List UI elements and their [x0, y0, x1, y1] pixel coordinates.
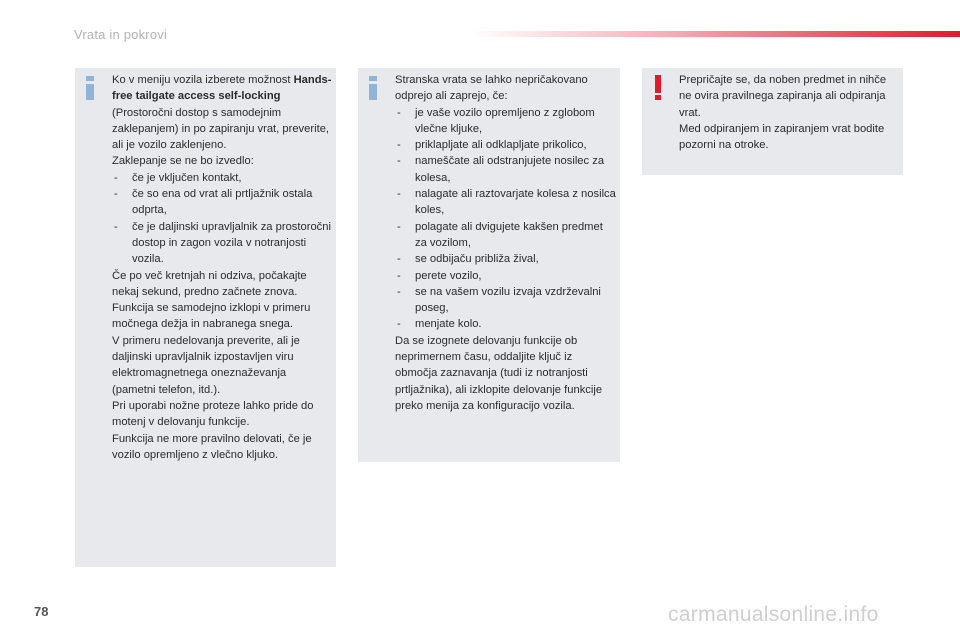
page-number: 78 — [34, 604, 49, 619]
info-box-side-doors-text — [395, 72, 616, 414]
intro-text-cont: (Prostoročni dostop s samodejnim zaklepanjem) in po zapiranju vrat, preverite, ali je vozilo zaklenjeno. — [112, 106, 330, 152]
list-item: - polagate ali dvigujete kakšen predmet za vozilom, — [395, 219, 616, 252]
info-box-side-doors — [358, 68, 620, 462]
warning-box — [642, 68, 903, 175]
list-item: - se odbijaču približa žival, — [395, 251, 616, 267]
paragraph: Funkcija se samodejno izklopi v primeru močnega dežja in nabranega snega. — [112, 302, 311, 331]
paragraph: Če po več kretnjah ni odziva, počakajte nekaj sekund, predno začnete znova. — [112, 269, 307, 298]
list-item: - se na vašem vozilu izvaja vzdrževalni poseg, — [395, 284, 616, 317]
watermark: carmanualsonline.info — [668, 603, 879, 626]
list-item: - je vaše vozilo opremljeno z zglobom vlečne kljuke, — [395, 105, 616, 138]
paragraph: V primeru nedelovanja preverite, ali je daljinski upravljalnik izpostavljen viru elektromagnetnega oneznaževanja (pametni telefon, itd.). — [112, 334, 300, 396]
list-item: - priklapljate ali odklapljate prikolico, — [395, 137, 616, 153]
intro-paragraph — [112, 72, 332, 153]
warning-line: Prepričajte se, da noben predmet in nihče ne ovira pravilnega zapiranja ali odpiranja vrat. — [679, 74, 887, 119]
page-section-title: Vrata in pokrovi — [74, 27, 168, 42]
header-accent-bar — [470, 31, 960, 37]
paragraph: Funkcija ne more pravilno delovati, če je vozilo opremljeno z vlečno kljuko. — [112, 432, 312, 461]
intro-text: Ko v meniju vozila izberete možnost — [112, 74, 291, 86]
warning-box-text — [679, 72, 899, 153]
list-item: - če je daljinski upravljalnik za prostoročni dostop in zagon vozila v notranjosti vozila. — [112, 219, 332, 268]
conditions-list — [395, 105, 616, 333]
list-item: - če je vključen kontakt, — [112, 170, 332, 186]
outro-paragraph: Da se izognete delovanju funkcije ob neprimernem času, oddaljite ključ iz območja zaznavanja (tudi iz notranjosti prtljažnika), ali izklopite delovanje funkcije preko menija za konfiguracijo vozila. — [395, 334, 603, 412]
feature-name: Hands-free tailgate access self-locking — [112, 74, 332, 103]
paragraph: Pri uporabi nožne proteze lahko pride do motenj v delovanju funkcije. — [112, 399, 314, 429]
warning-line: Med odpiranjem in zapiranjem vrat bodite pozorni na otroke. — [679, 122, 885, 152]
warning-icon — [654, 75, 662, 101]
info-icon — [86, 76, 94, 100]
info-box-hands-free — [75, 68, 336, 567]
lock-conditions-list — [112, 170, 332, 268]
intro-paragraph: Stranska vrata se lahko nepričakovano odprejo ali zaprejo, če: — [395, 74, 588, 103]
lock-condition: Zaklepanje se ne bo izvedlo: — [112, 155, 254, 168]
info-box-hands-free-text — [112, 72, 332, 463]
list-item: - nalagate ali raztovarjate kolesa z nosilca koles, — [395, 186, 616, 219]
list-item: - perete vozilo, — [395, 268, 616, 284]
info-icon — [369, 76, 377, 100]
list-item: - menjate kolo. — [395, 316, 616, 332]
list-item: - če so ena od vrat ali prtljažnik ostala odprta, — [112, 186, 332, 219]
list-item: - nameščate ali odstranjujete nosilec za kolesa, — [395, 153, 616, 186]
